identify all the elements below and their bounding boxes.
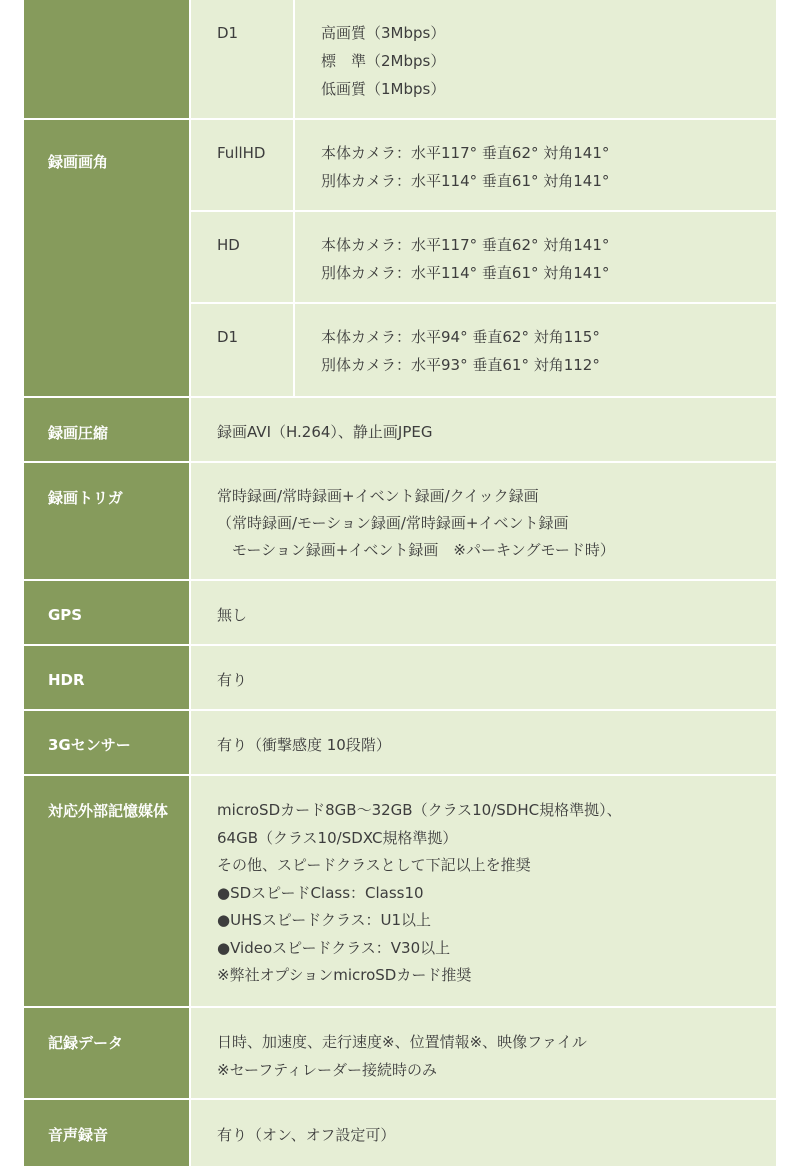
value-line: ※弊社オプションmicroSDカード推奨 [217,966,472,984]
spec-row-record-data [24,1008,776,1100]
row-value [191,646,776,709]
spec-row-gps [24,581,776,646]
value-line: 本体カメラ：水平117° 垂直62° 対角141° [321,144,610,162]
value-line: 別体カメラ：水平114° 垂直61° 対角141° [321,264,610,282]
value-line: 無し [217,606,248,624]
value-line: （常時録画/モーション録画/常時録画+イベント録画 [217,514,569,532]
row-value [191,711,776,774]
row-header: HDR [24,646,191,709]
value-line: モーション録画+イベント録画 ※パーキングモード時） [217,541,615,559]
row-header: 録画圧縮 [24,398,191,461]
spec-row-hdr [24,646,776,711]
row-header: GPS [24,581,191,644]
spec-row-angle [24,120,776,398]
value-line: 録画AVI（H.264）、静止画JPEG [217,423,433,441]
value-line: 64GB（クラス10/SDXC規格準拠） [217,828,458,847]
sub-row-hd [191,212,776,304]
row-value [191,120,776,396]
spec-row-resolution [24,0,776,120]
value-line: 本体カメラ：水平94° 垂直62° 対角115° [321,328,600,346]
row-value [191,1008,776,1098]
sub-row-d1 [191,304,776,396]
spec-row-gsensor [24,711,776,776]
row-header: 記録データ [24,1008,191,1098]
sub-row-name: FullHD [191,120,295,210]
value-line: ●SDスピードClass：Class10 [217,883,424,902]
sub-row-fullhd [191,120,776,212]
row-header: 録画トリガ [24,463,191,579]
row-value [191,0,776,118]
row-value [191,776,776,1006]
value-line: 標 準（2Mbps） [321,52,446,70]
spec-row-audio [24,1100,776,1166]
spec-row-storage [24,776,776,1008]
sub-row-value [295,0,776,118]
sub-row-name: D1 [191,0,295,118]
sub-row-name: HD [191,212,295,302]
value-line: 別体カメラ：水平114° 垂直61° 対角141° [321,172,610,190]
row-header [24,0,191,118]
row-value [191,581,776,644]
value-line: microSDカード8GB～32GB（クラス10/SDHC規格準拠）、 [217,801,622,819]
value-line: 有り [217,671,248,689]
row-value [191,1100,776,1166]
sub-row-value [295,304,776,396]
row-header: 録画画角 [24,120,191,396]
spec-table [24,0,776,1166]
row-value [191,398,776,461]
value-line: ●Videoスピードクラス：V30以上 [217,938,451,957]
value-line: ●UHSスピードクラス：U1以上 [217,911,432,929]
row-header: 3Gセンサー [24,711,191,774]
value-line: 別体カメラ：水平93° 垂直61° 対角112° [321,356,600,374]
value-line: 低画質（1Mbps） [321,80,446,98]
value-line: 有り（衝撃感度 10段階） [217,736,391,754]
value-line: 常時録画/常時録画+イベント録画/クイック録画 [217,487,539,505]
value-line: その他、スピードクラスとして下記以上を推奨 [217,856,531,874]
value-line: 有り（オン、オフ設定可） [217,1126,396,1144]
spec-row-compression [24,398,776,463]
value-line: ※セーフティレーダー接続時のみ [217,1061,438,1079]
row-header: 対応外部記憶媒体 [24,776,191,1006]
sub-row-d1 [191,0,776,118]
sub-row-value [295,120,776,210]
value-line: 日時、加速度、走行速度※、位置情報※、映像ファイル [217,1033,587,1051]
value-line: 本体カメラ：水平117° 垂直62° 対角141° [321,236,610,254]
row-value [191,463,776,579]
value-line: 高画質（3Mbps） [321,24,446,42]
sub-row-name: D1 [191,304,295,396]
row-header: 音声録音 [24,1100,191,1166]
spec-row-trigger [24,463,776,581]
sub-row-value [295,212,776,302]
